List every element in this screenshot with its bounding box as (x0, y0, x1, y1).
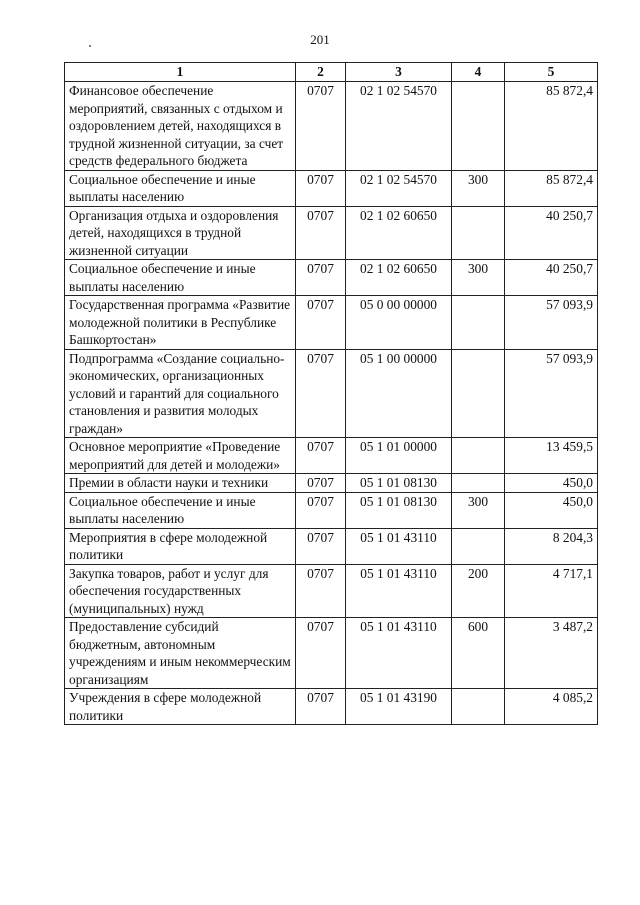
row-name-cell: Премии в области науки и техники (65, 474, 296, 493)
row-target-code-cell: 02 1 02 60650 (346, 206, 452, 260)
row-name-cell: Учреждения в сфере молодежной политики (65, 689, 296, 725)
row-amount-cell: 40 250,7 (505, 260, 598, 296)
row-target-code-cell: 05 1 01 43110 (346, 528, 452, 564)
row-name-cell: Социальное обеспечение и иные выплаты населению (65, 170, 296, 206)
row-target-code-cell: 02 1 02 54570 (346, 170, 452, 206)
row-expense-type-cell: 300 (452, 170, 505, 206)
row-target-code-cell: 05 1 01 43190 (346, 689, 452, 725)
row-section-cell: 0707 (296, 528, 346, 564)
row-target-code-cell: 05 1 01 43110 (346, 618, 452, 689)
row-target-code-cell: 02 1 02 54570 (346, 82, 452, 171)
table-body (65, 82, 598, 725)
row-section-cell: 0707 (296, 474, 346, 493)
row-expense-type-cell (452, 349, 505, 438)
scan-speck (89, 45, 91, 47)
row-section-cell: 0707 (296, 564, 346, 618)
column-header-type: 4 (452, 63, 505, 82)
table-row (65, 438, 598, 474)
row-amount-cell: 450,0 (505, 492, 598, 528)
budget-table (64, 62, 598, 725)
row-section-cell: 0707 (296, 170, 346, 206)
table-row (65, 82, 598, 171)
row-amount-cell: 13 459,5 (505, 438, 598, 474)
row-expense-type-cell (452, 528, 505, 564)
row-amount-cell: 85 872,4 (505, 82, 598, 171)
row-section-cell: 0707 (296, 206, 346, 260)
row-target-code-cell: 05 1 01 08130 (346, 474, 452, 493)
row-expense-type-cell: 200 (452, 564, 505, 618)
row-section-cell: 0707 (296, 82, 346, 171)
table-row (65, 689, 598, 725)
table-row (65, 349, 598, 438)
row-target-code-cell: 05 1 01 08130 (346, 492, 452, 528)
row-name-cell: Мероприятия в сфере молодежной политики (65, 528, 296, 564)
row-expense-type-cell: 300 (452, 260, 505, 296)
row-section-cell: 0707 (296, 349, 346, 438)
table-row (65, 492, 598, 528)
row-amount-cell: 85 872,4 (505, 170, 598, 206)
row-section-cell: 0707 (296, 689, 346, 725)
table-row (65, 528, 598, 564)
column-header-amount: 5 (505, 63, 598, 82)
table-row (65, 296, 598, 350)
row-amount-cell: 3 487,2 (505, 618, 598, 689)
row-amount-cell: 40 250,7 (505, 206, 598, 260)
row-amount-cell: 57 093,9 (505, 349, 598, 438)
row-expense-type-cell (452, 296, 505, 350)
table-row (65, 260, 598, 296)
table-row (65, 206, 598, 260)
row-name-cell: Организация отдыха и оздоровления детей, находящихся в трудной жизненной ситуации (65, 206, 296, 260)
row-section-cell: 0707 (296, 438, 346, 474)
row-section-cell: 0707 (296, 260, 346, 296)
row-section-cell: 0707 (296, 296, 346, 350)
row-name-cell: Финансовое обеспечение мероприятий, связанных с отдыхом и оздоровлением детей, находящихся в трудной жизненной ситуации, за счет средств федерального бюджета (65, 82, 296, 171)
row-target-code-cell: 05 0 00 00000 (346, 296, 452, 350)
row-name-cell: Подпрограмма «Создание социально-экономических, организационных условий и гарантий для социального становления и развития молодых граждан» (65, 349, 296, 438)
page-number: 201 (310, 32, 330, 47)
row-expense-type-cell: 600 (452, 618, 505, 689)
table-row (65, 618, 598, 689)
table-row (65, 564, 598, 618)
table-row (65, 474, 598, 493)
row-expense-type-cell (452, 206, 505, 260)
row-amount-cell: 8 204,3 (505, 528, 598, 564)
row-name-cell: Социальное обеспечение и иные выплаты населению (65, 260, 296, 296)
column-header-name: 1 (65, 63, 296, 82)
row-target-code-cell: 05 1 00 00000 (346, 349, 452, 438)
row-name-cell: Основное мероприятие «Проведение мероприятий для детей и молодежи» (65, 438, 296, 474)
row-amount-cell: 450,0 (505, 474, 598, 493)
column-header-section: 2 (296, 63, 346, 82)
row-name-cell: Государственная программа «Развитие молодежной политики в Республике Башкортостан» (65, 296, 296, 350)
row-amount-cell: 4 085,2 (505, 689, 598, 725)
row-expense-type-cell (452, 474, 505, 493)
row-name-cell: Социальное обеспечение и иные выплаты населению (65, 492, 296, 528)
table-header-row (65, 63, 598, 82)
row-expense-type-cell (452, 82, 505, 171)
row-amount-cell: 57 093,9 (505, 296, 598, 350)
row-name-cell: Предоставление субсидий бюджетным, автономным учреждениям и иным некоммерческим организациям (65, 618, 296, 689)
row-expense-type-cell (452, 438, 505, 474)
row-expense-type-cell: 300 (452, 492, 505, 528)
row-section-cell: 0707 (296, 618, 346, 689)
row-name-cell: Закупка товаров, работ и услуг для обеспечения государственных (муниципальных) нужд (65, 564, 296, 618)
row-section-cell: 0707 (296, 492, 346, 528)
row-target-code-cell: 05 1 01 43110 (346, 564, 452, 618)
row-target-code-cell: 02 1 02 60650 (346, 260, 452, 296)
row-target-code-cell: 05 1 01 00000 (346, 438, 452, 474)
row-expense-type-cell (452, 689, 505, 725)
row-amount-cell: 4 717,1 (505, 564, 598, 618)
column-header-target: 3 (346, 63, 452, 82)
table-row (65, 170, 598, 206)
